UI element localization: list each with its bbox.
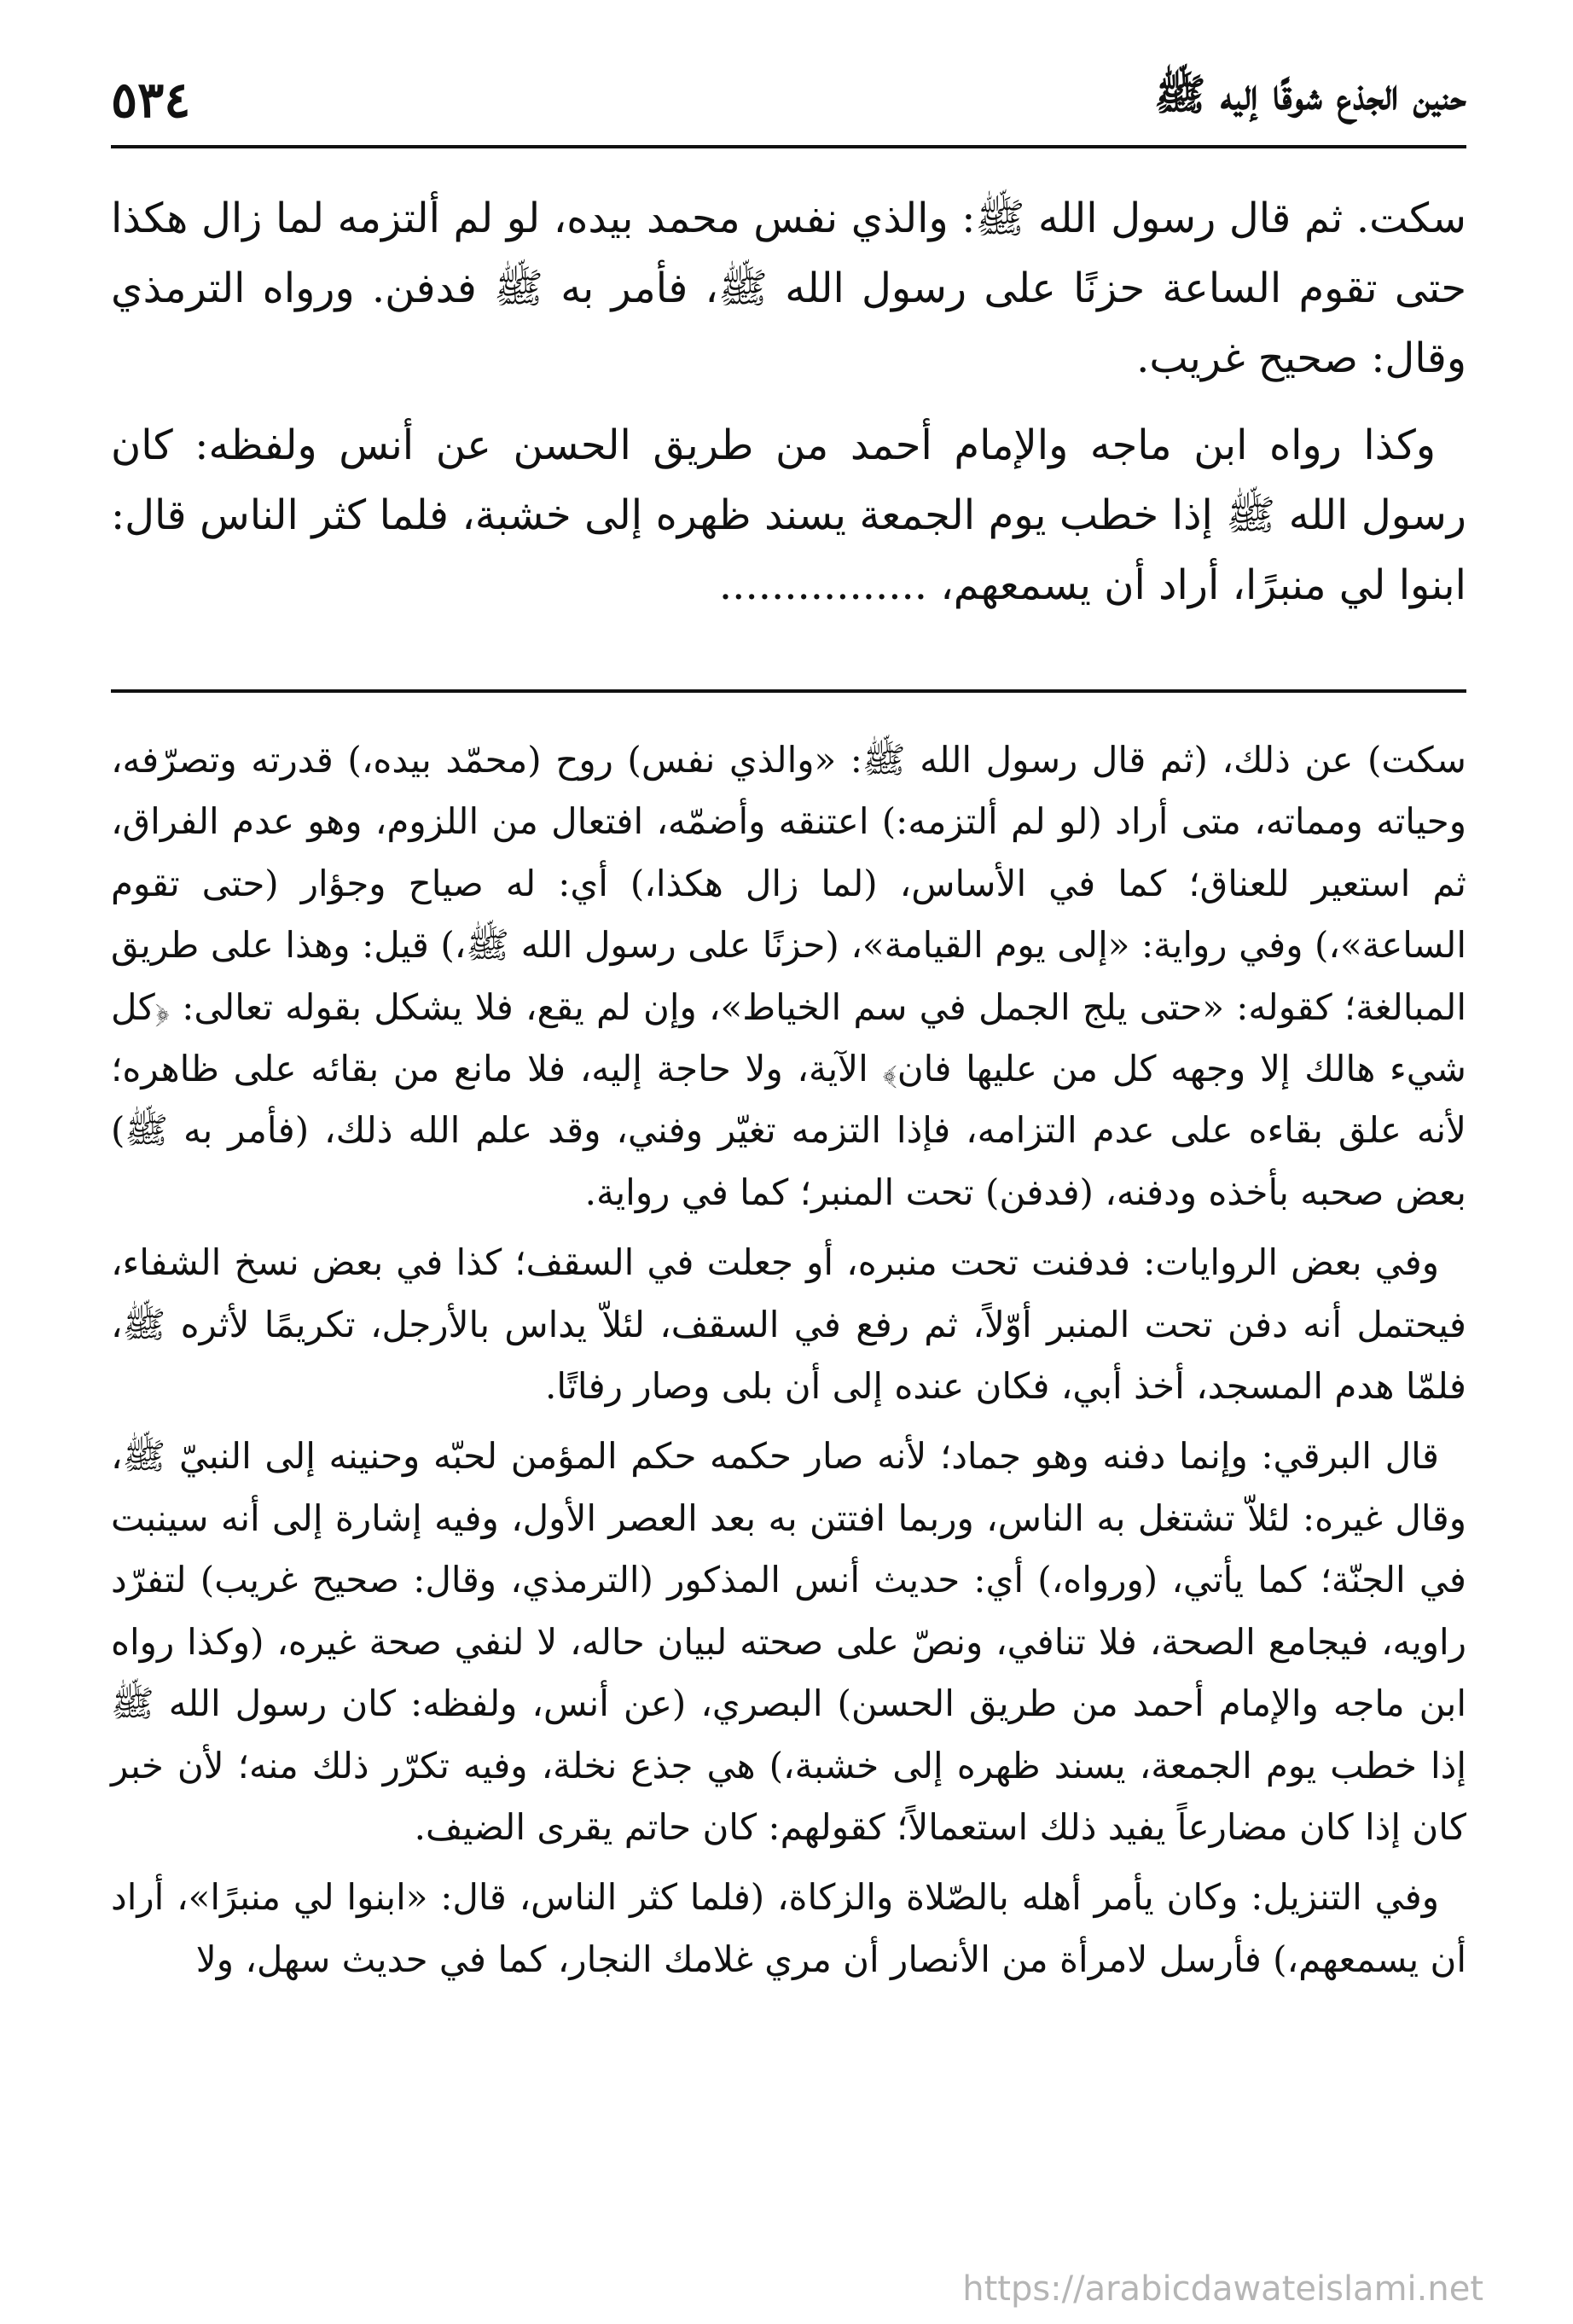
commentary-paragraph: وفي بعض الروايات: فدفنت تحت منبره، أو جعلت في السقف؛ كذا في بعض نسخ الشفاء، فيحتمل أنه دفن تحت المنبر أوّلاً، ثم رفع في السقف، لئلاّ يداس بالأرجل، تكريمًا لأثره ﷺ، فلمّا هدم المسجد، أخذ أبي، فكان عنده إلى أن بلى وصار رفاتًا. bbox=[111, 1241, 1466, 1408]
hadith-paragraph bbox=[111, 410, 1466, 620]
watermark: https://arabicdawateislami.net bbox=[962, 2269, 1483, 2309]
separator-rule bbox=[111, 689, 1466, 693]
commentary-paragraph: سكت) عن ذلك، (ثم قال رسول الله ﷺ: «والذي نفس) روح (محمّد بيده،) قدرته وتصرّفه، وحياته ومماته، متى أراد (لو لم ألتزمه:) اعتنقه وأضمّه، افتعال من اللزوم، وهو عدم الفراق، ثم استعير للعناق؛ كما في الأساس، (لما زال هكذا،) أي: له صياح وجؤار (حتى تقوم الساعة»،) وفي رواية: «إلى يوم القيامة»، (حزنًا على رسول الله ﷺ،) قيل: وهذا على طريق المبالغة؛ كقوله: «حتى يلج الجمل في سم الخياط»، وإن لم يقع، فلا يشكل بقوله تعالى: ﴿كل شيء هالك إلا وجهه كل من عليها فان﴾ الآية، ولا حاجة إليه، فلا مانع من بقائه على ظاهره؛ لأنه علق بقاءه على عدم التزامه، فإذا التزمه تغيّر وفني، وقد علم الله ذلك، (فأمر به ﷺ) بعض صحبه بأخذه ودفنه، (فدفن) تحت المنبر؛ كما في رواية. bbox=[111, 739, 1467, 1213]
header-rule bbox=[111, 145, 1466, 148]
hadith-text bbox=[111, 183, 1466, 637]
continuation-dots: ................ bbox=[718, 561, 928, 609]
hadith-paragraph: سكت. ثم قال رسول الله ﷺ: والذي نفس محمد بيده، لو لم ألتزمه لما زال هكذا حتى تقوم الساعة حزنًا على رسول الله ﷺ، فأمر به ﷺ فدفن. ورواه الترمذي وقال: صحيح غريب. bbox=[111, 195, 1466, 382]
commentary-paragraph: قال البرقي: وإنما دفنه وهو جماد؛ لأنه صار حكمه حكم المؤمن لحبّه وحنينه إلى النبيّ ﷺ، وقال غيره: لئلاّ تشتغل به الناس، وربما افتتن به بعد العصر الأول، وفيه إشارة إلى أنه سينبت في الجنّة؛ كما يأتي، (ورواه،) أي: حديث أنس المذكور (الترمذي، وقال: صحيح غريب) لتفرّد راويه، فيجامع الصحة، فلا تنافي، ونصّ على صحته لبيان حاله، لا لنفي صحة غيره، (وكذا رواه ابن ماجه والإمام أحمد من طريق الحسن) البصري، (عن أنس، ولفظه: كان رسول الله ﷺ إذا خطب يوم الجمعة، يسند ظهره إلى خشبة،) هي جذع نخلة، وفيه تكرّر ذلك منه؛ لأن خبر كان إذا كان مضارعاً يفيد ذلك استعمالاً؛ كقولهم: كان حاتم يقرى الضيف. bbox=[111, 1435, 1466, 1848]
running-title: حنين الجذع شوقًا إليه ﷺ bbox=[1154, 69, 1466, 119]
page-header bbox=[111, 61, 1466, 138]
hadith-paragraph-text: وكذا رواه ابن ماجه والإمام أحمد من طريق الحسن عن أنس ولفظه: كان رسول الله ﷺ إذا خطب يوم الجمعة يسند ظهره إلى خشبة، فلما كثر الناس قال: ابنوا لي منبرًا، أراد أن يسمعهم، bbox=[111, 421, 1466, 609]
commentary-paragraph: وفي التنزيل: وكان يأمر أهله بالصّلاة والزكاة، (فلما كثر الناس، قال: «ابنوا لي منبرًا»، أراد أن يسمعهم،) فأرسل لامرأة من الأنصار أن مري غلامك النجار، كما في حديث سهل، ولا bbox=[111, 1876, 1466, 1980]
commentary-text bbox=[111, 729, 1466, 1999]
page-number: ٥٣٤ bbox=[111, 71, 191, 129]
